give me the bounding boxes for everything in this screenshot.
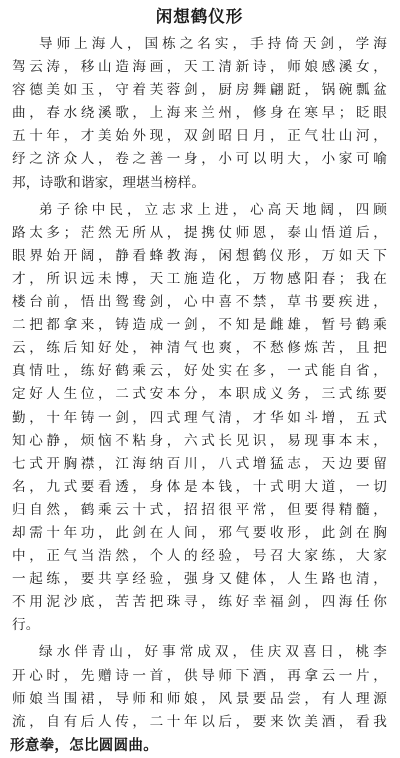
text-line: 导师上海人，国栋之名实，手持倚天剑，学海 xyxy=(39,36,387,52)
text-line: 眼界始开阔，静看蜂教海，闲想鹤仪形，万如天下 xyxy=(12,247,387,264)
text-line: 容德美如玉，守着芙蓉剑，厨房舞翩跹，锅碗瓢盆 xyxy=(12,82,387,99)
text-line: 纾之济众人，卷之善一身，小可以明大，小家可喻 xyxy=(12,151,387,168)
text-line: 路太多；茫然无所从，提携仗师恩，泰山悟道后， xyxy=(12,224,387,241)
text-line: 勤，十年铸一剑，四式理气清，才华如斗增，五式 xyxy=(12,409,387,426)
text-line: 邦，诗歌和谐家，理堪当榜样。 xyxy=(12,174,206,191)
text-line: 驾云涛，移山造海画，天工清新诗，师娘感溪女， xyxy=(12,59,387,76)
paragraph-1 xyxy=(12,33,387,195)
text-line: 师娘当围裙，导师和师娘，风景要品尝，有人理源 xyxy=(12,690,387,707)
text-line: 真情吐，练好鹤乘云，好处实在多，一式能自省， xyxy=(12,363,387,380)
text-line: 七式开胸襟，江海纳百川，八式增猛志，天边要留 xyxy=(12,455,387,472)
text-line: 行。 xyxy=(12,617,40,634)
text-line: 中，正气当浩然，个人的经验，号召大家练，大家 xyxy=(12,548,387,565)
text-line: 定好人生位，二式安本分，本职成义务，三式练要 xyxy=(12,386,387,403)
text-line: 二把都拿来，铸造成一剑，不知是雌雄，暂号鹤乘 xyxy=(12,317,387,334)
text-line: 名，九式要看透，身体是本钱，十式明大道，一切 xyxy=(12,478,387,495)
text-line: 一起练，要共享经验，强身又健体，人生路也清， xyxy=(12,571,387,588)
text-line: 五十年，才美始外现，双剑昭日月，正气壮山河， xyxy=(12,128,387,145)
paragraph-3 xyxy=(12,641,387,733)
text-line: 却需十年功，此剑在人间，邪气要收形，此剑在胸 xyxy=(12,524,387,541)
text-line: 流，自有后人传，二十年以后，要来饮美酒，看我 xyxy=(12,713,387,730)
text-line: 开心时，先赠诗一首，供导师下酒，再拿云一片， xyxy=(12,667,387,684)
text-line: 归自然，鹤乘云十式，招招很平常，但要得精髓， xyxy=(12,501,387,518)
text-line: 楼台前，悟出鸳鸯剑，心中喜不禁，草书要疾进， xyxy=(12,294,387,311)
paragraph-2 xyxy=(12,199,387,638)
poem-title: 闲想鹤仪形 xyxy=(155,7,244,26)
text-line: 弟子徐中民，立志求上进，心高天地阔，四顾 xyxy=(39,201,387,218)
text-line: 知心静，烦恼不粘身，六式长见识，易现事本末， xyxy=(12,432,387,449)
closing-line: 形意拳，怎比圆圆曲。 xyxy=(10,736,158,754)
text-line: 云，练后知好处，神清气也爽，不愁修炼苦，且把 xyxy=(12,340,387,357)
text-line: 不用泥沙底，苦苦把珠寻，练好幸福剑，四海任你 xyxy=(12,594,387,611)
text-line: 绿水伴青山，好事常成双，佳庆双喜日，桃李 xyxy=(39,644,387,661)
text-line: 曲，春水绕溪歌，上海来兰州，修身在寒早；眨眼 xyxy=(12,105,387,122)
text-line: 才，所识远未博，天工施造化，万物感阳春；我在 xyxy=(12,270,387,287)
